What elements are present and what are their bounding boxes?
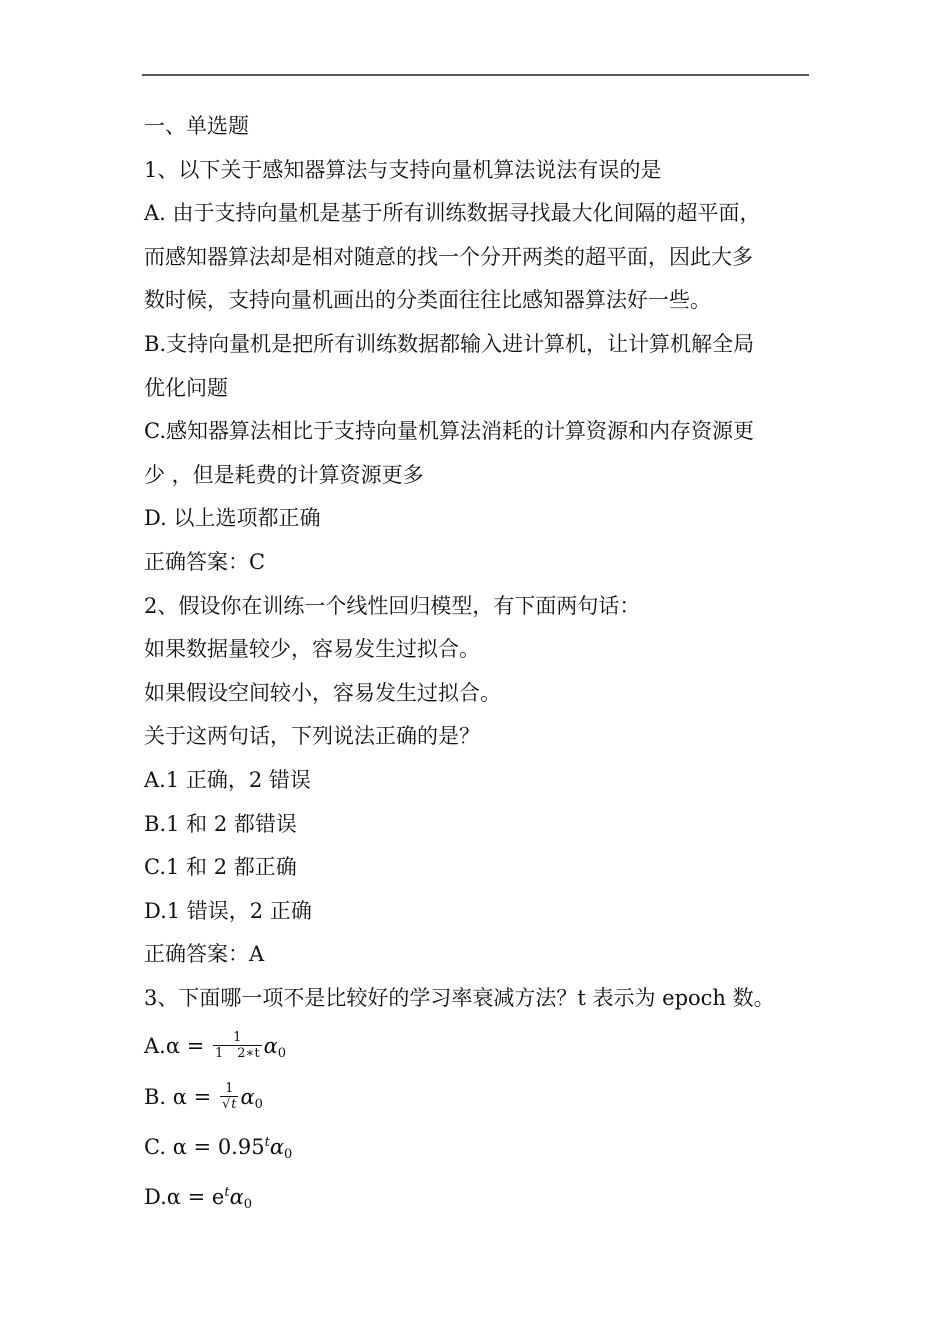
alpha-subscript: 0 <box>243 1197 253 1213</box>
alpha-variable: α <box>240 1085 255 1110</box>
question-2-option-b: B.1 和 2 都错误 <box>144 811 297 836</box>
fraction-numerator: 1 <box>220 1081 239 1097</box>
alpha-subscript: 0 <box>277 1046 287 1062</box>
header-rule <box>142 74 809 76</box>
question-3-option-b <box>144 1072 809 1122</box>
fraction-denominator: √t <box>221 1096 237 1112</box>
sqrt-radicand: t <box>231 1096 237 1112</box>
alpha-variable: α <box>263 1034 278 1059</box>
question-2-statement-2: 如果假设空间较小，容易发生过拟合。 <box>144 680 501 705</box>
question-2-statement-1: 如果数据量较少，容易发生过拟合。 <box>144 637 480 662</box>
question-3-stem: 3、下面哪一项不是比较好的学习率衰减方法？t 表示为 epoch 数。 <box>144 985 775 1010</box>
question-1-option-d: D. 以上选项都正确 <box>144 506 321 531</box>
question-2-stem: 2、假设你在训练一个线性回归模型，有下面两句话： <box>144 593 641 618</box>
question-1-answer: 正确答案：C <box>144 549 266 574</box>
formula-lhs: α = e <box>166 1185 225 1210</box>
section-title: 一、单选题 <box>144 114 249 138</box>
option-prefix: C. <box>144 1135 166 1160</box>
alpha-variable: α <box>269 1135 284 1160</box>
exponent: t <box>264 1135 270 1151</box>
denominator-right: 2∗t <box>237 1045 260 1061</box>
alpha-subscript: 0 <box>284 1147 293 1163</box>
question-1-option-c-line-1: C.感知器算法相比于支持向量机算法消耗的计算资源和内存资源更 <box>144 419 754 444</box>
denominator-left: 1 <box>214 1045 224 1061</box>
option-prefix: A. <box>144 1034 166 1059</box>
fraction <box>213 1030 262 1062</box>
fraction <box>220 1081 239 1113</box>
fraction-denominator <box>213 1046 262 1062</box>
alpha-subscript: 0 <box>254 1097 263 1113</box>
question-1-option-a-line-1: A. 由于支持向量机是基于所有训练数据寻找最大化间隔的超平面， <box>144 201 761 226</box>
question-1-stem: 1、以下关于感知器算法与支持向量机算法说法有误的是 <box>144 157 662 182</box>
question-1-option-b-line-1: B.支持向量机是把所有训练数据都输入进计算机，让计算机解全局 <box>144 331 755 356</box>
question-2-answer: 正确答案：A <box>144 942 265 967</box>
question-3-option-c <box>144 1122 809 1172</box>
question-2-option-c: C.1 和 2 都正确 <box>144 855 297 880</box>
formula-lhs: α = 0.95 <box>172 1135 265 1160</box>
question-2-option-a: A.1 正确，2 错误 <box>144 767 311 792</box>
question-1-option-b-line-2: 优化问题 <box>144 375 228 400</box>
question-1-option-a-line-2: 而感知器算法却是相对随意的找一个分开两类的超平面，因此大多 <box>144 244 753 269</box>
alpha-variable: α <box>229 1185 244 1210</box>
fraction-numerator: 1 <box>213 1030 262 1046</box>
question-2-option-d: D.1 错误，2 正确 <box>144 898 312 923</box>
formula-lhs: α = <box>172 1085 212 1110</box>
exponent: t <box>224 1185 230 1201</box>
option-prefix: B. <box>144 1085 167 1110</box>
question-1-option-a-line-3: 数时候，支持向量机画出的分类面往往比感知器算法好一些。 <box>144 288 711 313</box>
document-body <box>144 105 809 1222</box>
question-3-option-d <box>144 1172 809 1222</box>
option-prefix: D. <box>144 1185 167 1210</box>
question-3-option-a <box>144 1020 809 1072</box>
question-2-prompt: 关于这两句话，下列说法正确的是？ <box>144 724 480 749</box>
formula-lhs: α = <box>165 1034 205 1059</box>
question-1-option-c-line-2: 少 ，但是耗费的计算资源更多 <box>144 462 424 487</box>
